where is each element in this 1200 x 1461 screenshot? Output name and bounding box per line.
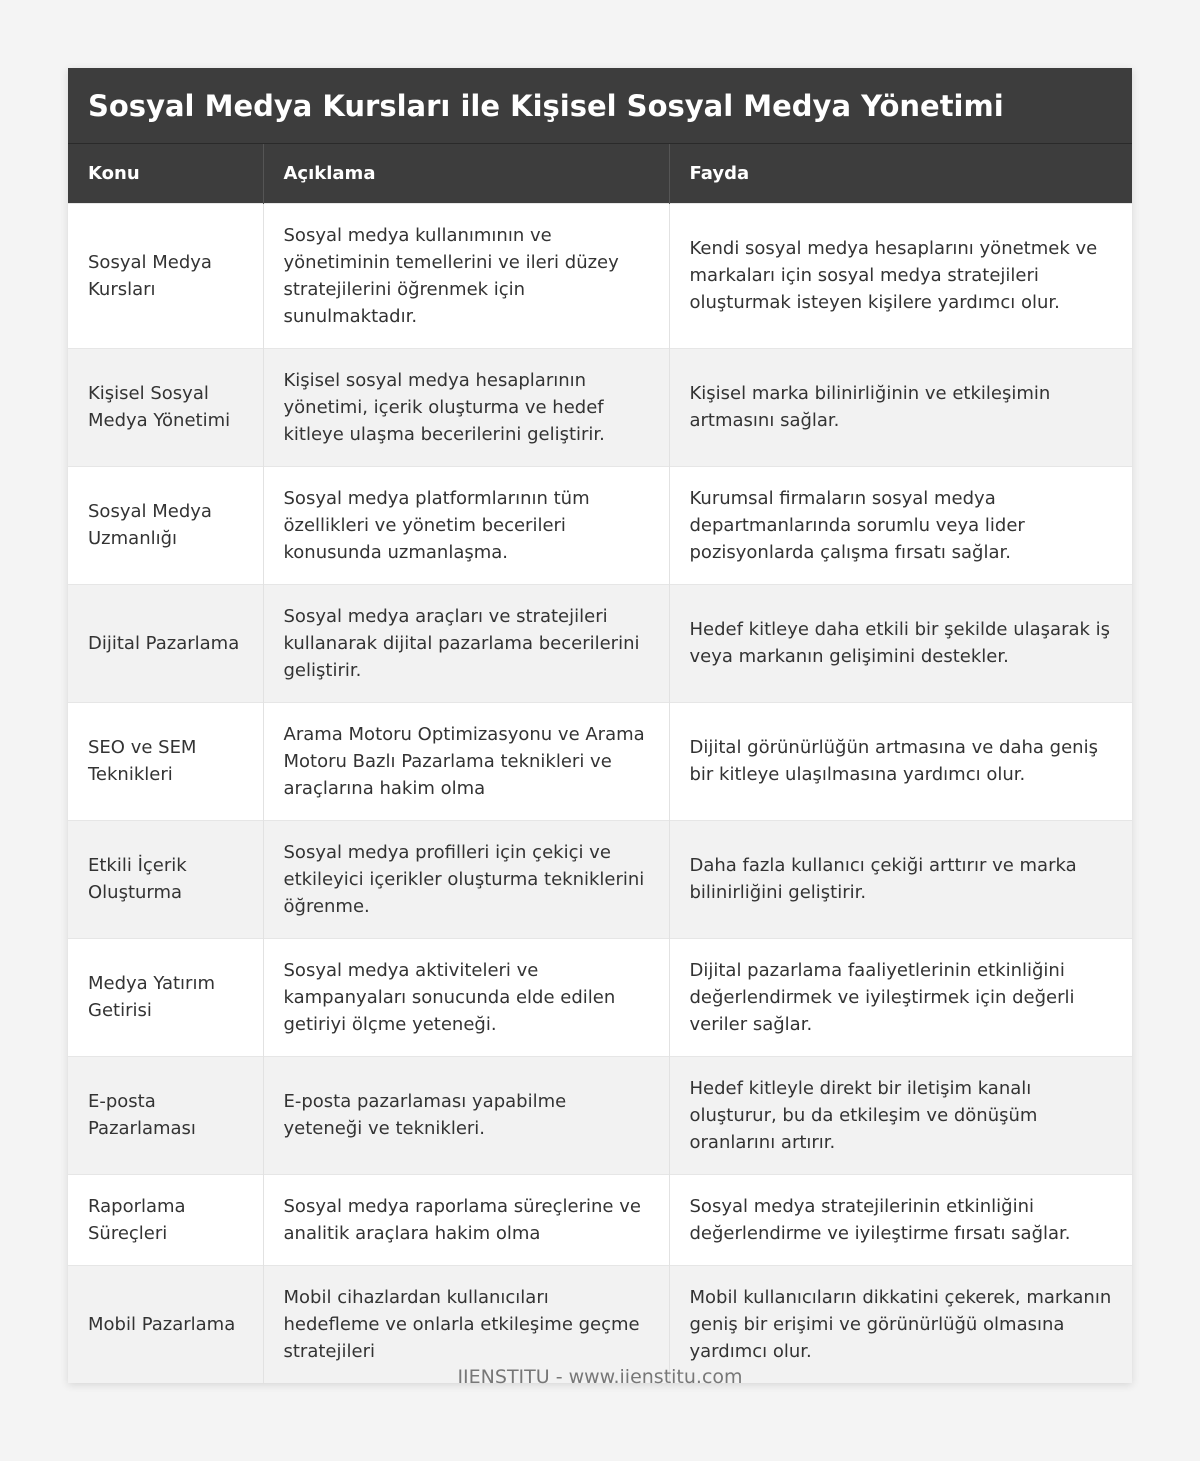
cell-fayda: Kurumsal firmaların sosyal medya departmanlarında sorumlu veya lider pozisyonlarda çalışma fırsatı sağlar. <box>669 466 1132 584</box>
cell-aciklama: Sosyal medya araçları ve stratejileri kullanarak dijital pazarlama becerilerini geliştirir. <box>263 584 669 702</box>
cell-konu: Raporlama Süreçleri <box>68 1174 263 1265</box>
table-header <box>68 144 1132 203</box>
cell-konu: Sosyal Medya Uzmanlığı <box>68 466 263 584</box>
cell-fayda: Mobil kullanıcıların dikkatini çekerek, markanın geniş bir erişimi ve görünürlüğü olmasına yardımcı olur. <box>669 1265 1132 1383</box>
cell-fayda: Daha fazla kullanıcı çekiği arttırır ve marka bilinirliğini geliştirir. <box>669 820 1132 938</box>
cell-fayda: Hedef kitleyle direkt bir iletişim kanalı oluşturur, bu da etkileşim ve dönüşüm oranlarını artırır. <box>669 1056 1132 1174</box>
data-table <box>68 144 1132 1383</box>
cell-fayda: Sosyal medya stratejilerinin etkinliğini değerlendirme ve iyileştirme fırsatı sağlar. <box>669 1174 1132 1265</box>
cell-fayda: Hedef kitleye daha etkili bir şekilde ulaşarak iş veya markanın gelişimini destekler. <box>669 584 1132 702</box>
cell-konu: Mobil Pazarlama <box>68 1265 263 1383</box>
table-card <box>68 68 1132 1383</box>
page-title: Sosyal Medya Kursları ile Kişisel Sosyal Medya Yönetimi <box>88 88 1004 123</box>
cell-aciklama: Sosyal medya raporlama süreçlerine ve analitik araçlara hakim olma <box>263 1174 669 1265</box>
cell-konu: Medya Yatırım Getirisi <box>68 938 263 1056</box>
header-row <box>68 144 1132 203</box>
table-row <box>68 203 1132 348</box>
table-row <box>68 466 1132 584</box>
cell-aciklama: E-posta pazarlaması yapabilme yeteneği ve teknikleri. <box>263 1056 669 1174</box>
cell-aciklama: Kişisel sosyal medya hesaplarının yönetimi, içerik oluşturma ve hedef kitleye ulaşma becerilerini geliştirir. <box>263 348 669 466</box>
footer-credit: IIENSTITU - www.iienstitu.com <box>457 1366 743 1388</box>
table-row <box>68 938 1132 1056</box>
cell-konu: SEO ve SEM Teknikleri <box>68 702 263 820</box>
cell-fayda: Kendi sosyal medya hesaplarını yönetmek ve markaları için sosyal medya stratejileri oluşturmak isteyen kişilere yardımcı olur. <box>669 203 1132 348</box>
cell-aciklama: Sosyal medya aktiviteleri ve kampanyaları sonucunda elde edilen getiriyi ölçme yeteneği. <box>263 938 669 1056</box>
cell-konu: Sosyal Medya Kursları <box>68 203 263 348</box>
table-row <box>68 584 1132 702</box>
column-header-konu: Konu <box>68 144 263 203</box>
table-row <box>68 702 1132 820</box>
cell-konu: Kişisel Sosyal Medya Yönetimi <box>68 348 263 466</box>
cell-aciklama: Mobil cihazlardan kullanıcıları hedefleme ve onlarla etkileşime geçme stratejileri <box>263 1265 669 1383</box>
cell-konu: Etkili İçerik Oluşturma <box>68 820 263 938</box>
table-row <box>68 1174 1132 1265</box>
cell-fayda: Kişisel marka bilinirliğinin ve etkileşimin artmasını sağlar. <box>669 348 1132 466</box>
table-row <box>68 1265 1132 1383</box>
cell-aciklama: Sosyal medya platformlarının tüm özellikleri ve yönetim becerileri konusunda uzmanlaşma. <box>263 466 669 584</box>
cell-konu: Dijital Pazarlama <box>68 584 263 702</box>
cell-fayda: Dijital görünürlüğün artmasına ve daha geniş bir kitleye ulaşılmasına yardımcı olur. <box>669 702 1132 820</box>
cell-fayda: Dijital pazarlama faaliyetlerinin etkinliğini değerlendirmek ve iyileştirmek için değerli veriler sağlar. <box>669 938 1132 1056</box>
column-header-fayda: Fayda <box>669 144 1132 203</box>
cell-konu: E-posta Pazarlaması <box>68 1056 263 1174</box>
table-row <box>68 820 1132 938</box>
table-row <box>68 348 1132 466</box>
cell-aciklama: Sosyal medya kullanımının ve yönetiminin temellerini ve ileri düzey stratejilerini öğrenmek için sunulmaktadır. <box>263 203 669 348</box>
cell-aciklama: Arama Motoru Optimizasyonu ve Arama Motoru Bazlı Pazarlama teknikleri ve araçlarına hakim olma <box>263 702 669 820</box>
cell-aciklama: Sosyal medya profilleri için çekiçi ve etkileyici içerikler oluşturma tekniklerini öğrenme. <box>263 820 669 938</box>
column-header-aciklama: Açıklama <box>263 144 669 203</box>
title-bar <box>68 68 1132 144</box>
table-body <box>68 203 1132 1383</box>
table-row <box>68 1056 1132 1174</box>
